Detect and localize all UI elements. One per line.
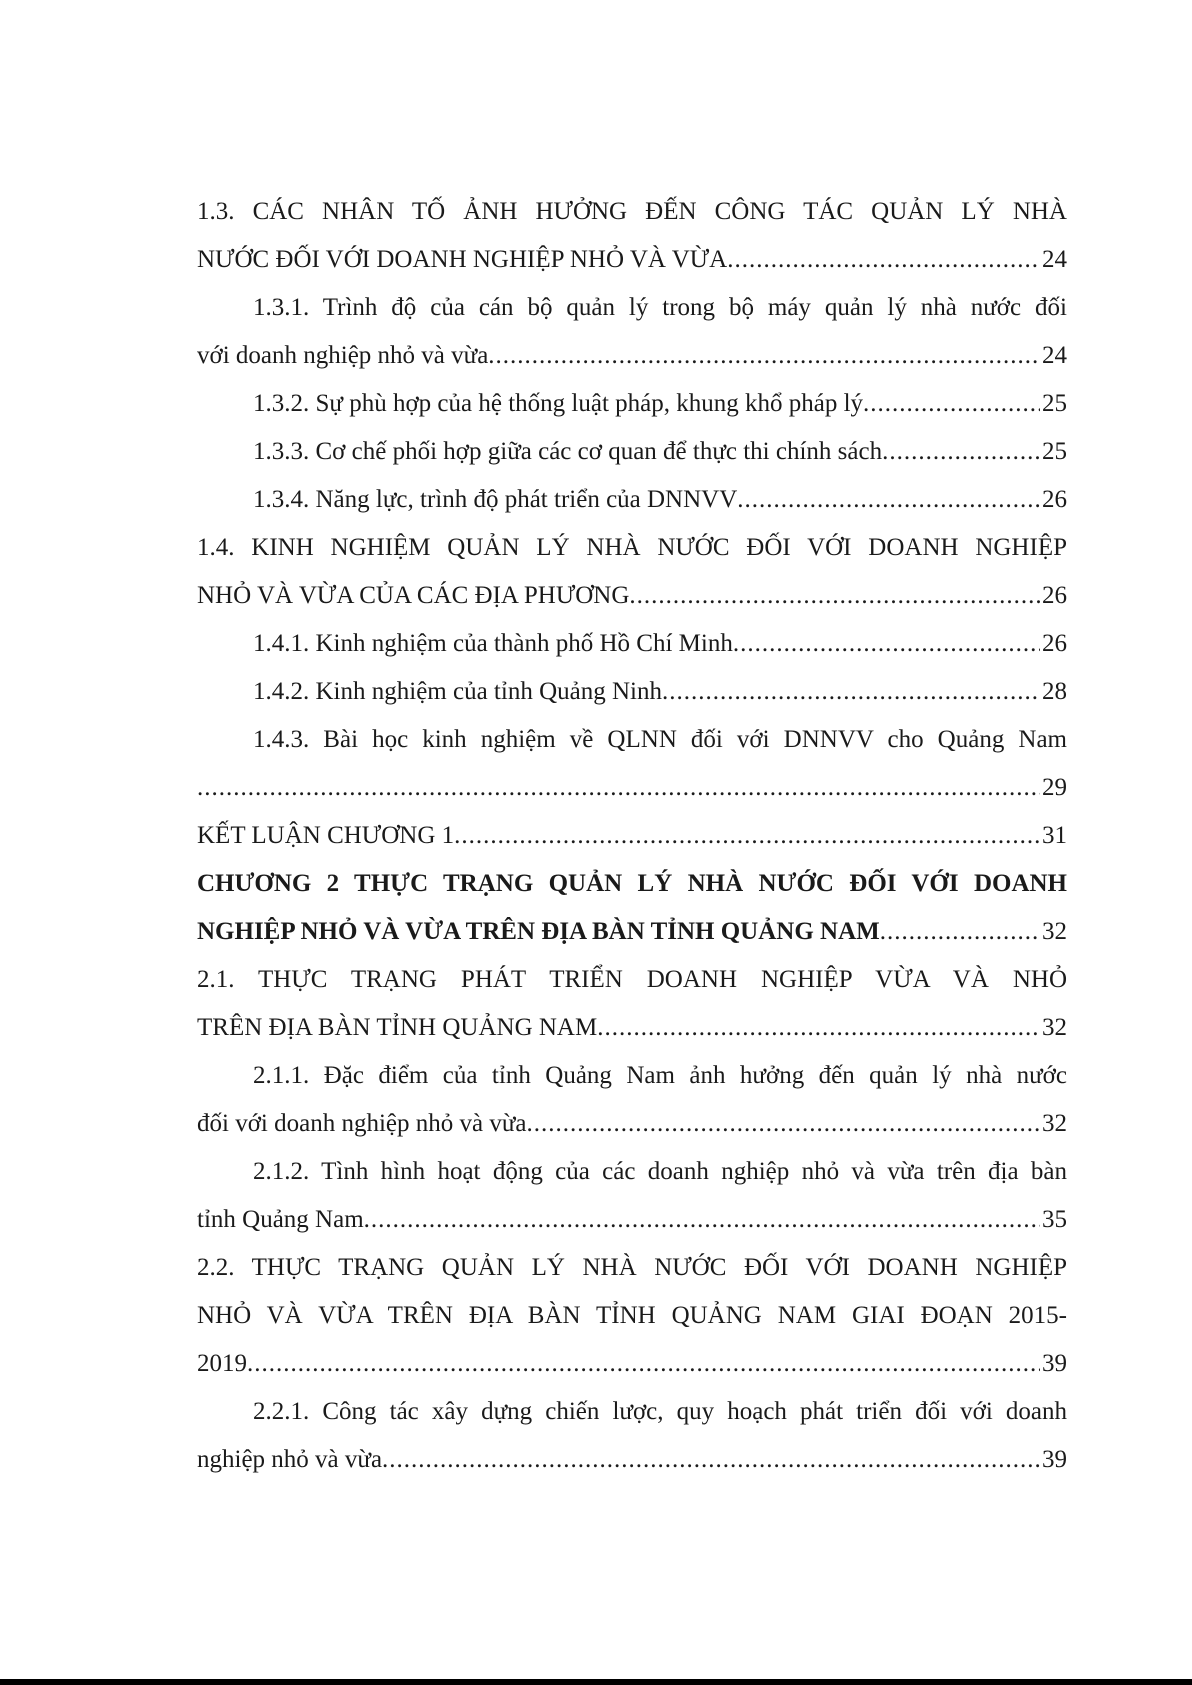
toc-entry-text: đối với doanh nghiệp nhỏ và vừa: [197, 1110, 527, 1137]
dot-leader: [197, 764, 1040, 812]
toc-entry-1-4-3-line-2: [197, 764, 1067, 812]
toc-page-number: 29: [1042, 774, 1067, 801]
toc-page-number: 39: [1042, 1350, 1067, 1377]
toc-page-number: 28: [1042, 678, 1067, 705]
table-of-contents: [197, 188, 1067, 1484]
dot-leader: [488, 332, 1040, 380]
toc-entry-text: TRÊN ĐỊA BÀN TỈNH QUẢNG NAM: [197, 1014, 598, 1041]
dot-leader: [527, 1100, 1041, 1148]
toc-page-number: 26: [1042, 582, 1067, 609]
toc-entry-2-1-1-line-1: 2.1.1. Đặc điểm của tỉnh Quảng Nam ảnh hưởng đến quản lý nhà nước: [253, 1062, 1067, 1089]
dot-leader: [863, 380, 1040, 428]
dot-leader: [880, 908, 1040, 956]
toc-page-number: 24: [1042, 342, 1067, 369]
dot-leader: [247, 1340, 1040, 1388]
toc-entry-1-3-line-2: [197, 236, 1067, 284]
toc-entry-1-4-line-1: 1.4. KINH NGHIỆM QUẢN LÝ NHÀ NƯỚC ĐỐI VỚI DOANH NGHIỆP: [197, 534, 1067, 561]
toc-page-number: 35: [1042, 1206, 1067, 1233]
toc-entry-1-3-1-line-1: 1.3.1. Trình độ của cán bộ quản lý trong bộ máy quản lý nhà nước đối: [253, 294, 1067, 321]
toc-entry-text: 1.4.1. Kinh nghiệm của thành phố Hồ Chí Minh: [253, 630, 733, 657]
toc-entry-chuong-2-line-2: [197, 908, 1067, 956]
toc-entry-chuong-2-line-1: CHƯƠNG 2 THỰC TRẠNG QUẢN LÝ NHÀ NƯỚC ĐỐI VỚI DOANH: [197, 870, 1067, 897]
toc-entry-text: 1.3.2. Sự phù hợp của hệ thống luật pháp, khung khổ pháp lý: [253, 390, 864, 417]
toc-entry-2-1-line-1: 2.1. THỰC TRẠNG PHÁT TRIỂN DOANH NGHIỆP VỪA VÀ NHỎ: [197, 966, 1067, 993]
dot-leader: [733, 620, 1040, 668]
toc-entry-1-4-2: [197, 668, 1067, 716]
toc-entry-text: 1.3.3. Cơ chế phối hợp giữa các cơ quan để thực thi chính sách: [253, 438, 883, 465]
toc-entry-text: với doanh nghiệp nhỏ và vừa: [197, 342, 489, 369]
toc-entry-2-1-2-line-1: 2.1.2. Tình hình hoạt động của các doanh nghiệp nhỏ và vừa trên địa bàn: [253, 1158, 1067, 1185]
toc-entry-ket-luan-chuong-1: [197, 812, 1067, 860]
toc-entry-1-3-1-line-2: [197, 332, 1067, 380]
toc-page-number: 26: [1042, 486, 1067, 513]
dot-leader: [662, 668, 1040, 716]
toc-entry-2-2-1-line-2: [197, 1436, 1067, 1484]
toc-entry-2-1-1-line-2: [197, 1100, 1067, 1148]
toc-entry-text: NGHIỆP NHỎ VÀ VỪA TRÊN ĐỊA BÀN TỈNH QUẢNG NAM: [197, 918, 880, 945]
page-bottom-edge: [0, 1679, 1192, 1685]
toc-entry-1-3-2: [197, 380, 1067, 428]
dot-leader: [629, 572, 1040, 620]
toc-entry-text: 1.3.4. Năng lực, trình độ phát triển của DNNVV: [253, 486, 738, 513]
dot-leader: [882, 428, 1040, 476]
toc-entry-2-2-line-3: [197, 1340, 1067, 1388]
toc-entry-1-3-4: [197, 476, 1067, 524]
toc-page-number: 32: [1042, 1110, 1067, 1137]
toc-entry-2-2-line-2: NHỎ VÀ VỪA TRÊN ĐỊA BÀN TỈNH QUẢNG NAM GIAI ĐOẠN 2015-: [197, 1302, 1067, 1329]
toc-entry-text: 1.4.2. Kinh nghiệm của tỉnh Quảng Ninh: [253, 678, 662, 705]
toc-entry-1-4-3-line-1: 1.4.3. Bài học kinh nghiệm về QLNN đối với DNNVV cho Quảng Nam: [253, 726, 1067, 753]
toc-entry-2-2-line-1: 2.2. THỰC TRẠNG QUẢN LÝ NHÀ NƯỚC ĐỐI VỚI DOANH NGHIỆP: [197, 1254, 1067, 1281]
toc-page-number: 25: [1042, 390, 1067, 417]
toc-entry-1-4-line-2: [197, 572, 1067, 620]
toc-page-number: 25: [1042, 438, 1067, 465]
toc-entry-1-3-line-1: 1.3. CÁC NHÂN TỐ ẢNH HƯỞNG ĐẾN CÔNG TÁC QUẢN LÝ NHÀ: [197, 198, 1067, 225]
toc-entry-text: 2019: [197, 1350, 247, 1377]
toc-entry-text: KẾT LUẬN CHƯƠNG 1: [197, 822, 455, 849]
toc-page-number: 32: [1042, 918, 1067, 945]
toc-entry-text: NƯỚC ĐỐI VỚI DOANH NGHIỆP NHỎ VÀ VỪA: [197, 246, 728, 273]
toc-entry-text: nghiệp nhỏ và vừa: [197, 1446, 383, 1473]
toc-entry-2-1-line-2: [197, 1004, 1067, 1052]
toc-page-number: 26: [1042, 630, 1067, 657]
dot-leader: [454, 812, 1040, 860]
toc-entry-1-3-3: [197, 428, 1067, 476]
toc-entry-2-2-1-line-1: 2.2.1. Công tác xây dựng chiến lược, quy hoạch phát triển đối với doanh: [253, 1398, 1067, 1425]
toc-page-number: 39: [1042, 1446, 1067, 1473]
dot-leader: [727, 236, 1040, 284]
dot-leader: [597, 1004, 1040, 1052]
toc-page-number: 31: [1042, 822, 1067, 849]
toc-entry-2-1-2-line-2: [197, 1196, 1067, 1244]
toc-page-number: 32: [1042, 1014, 1067, 1041]
dot-leader: [737, 476, 1040, 524]
toc-page-number: 24: [1042, 246, 1067, 273]
dot-leader: [382, 1436, 1040, 1484]
toc-entry-text: tỉnh Quảng Nam: [197, 1206, 364, 1233]
toc-entry-1-4-1: [197, 620, 1067, 668]
dot-leader: [364, 1196, 1040, 1244]
toc-entry-text: NHỎ VÀ VỪA CỦA CÁC ĐỊA PHƯƠNG: [197, 582, 630, 609]
